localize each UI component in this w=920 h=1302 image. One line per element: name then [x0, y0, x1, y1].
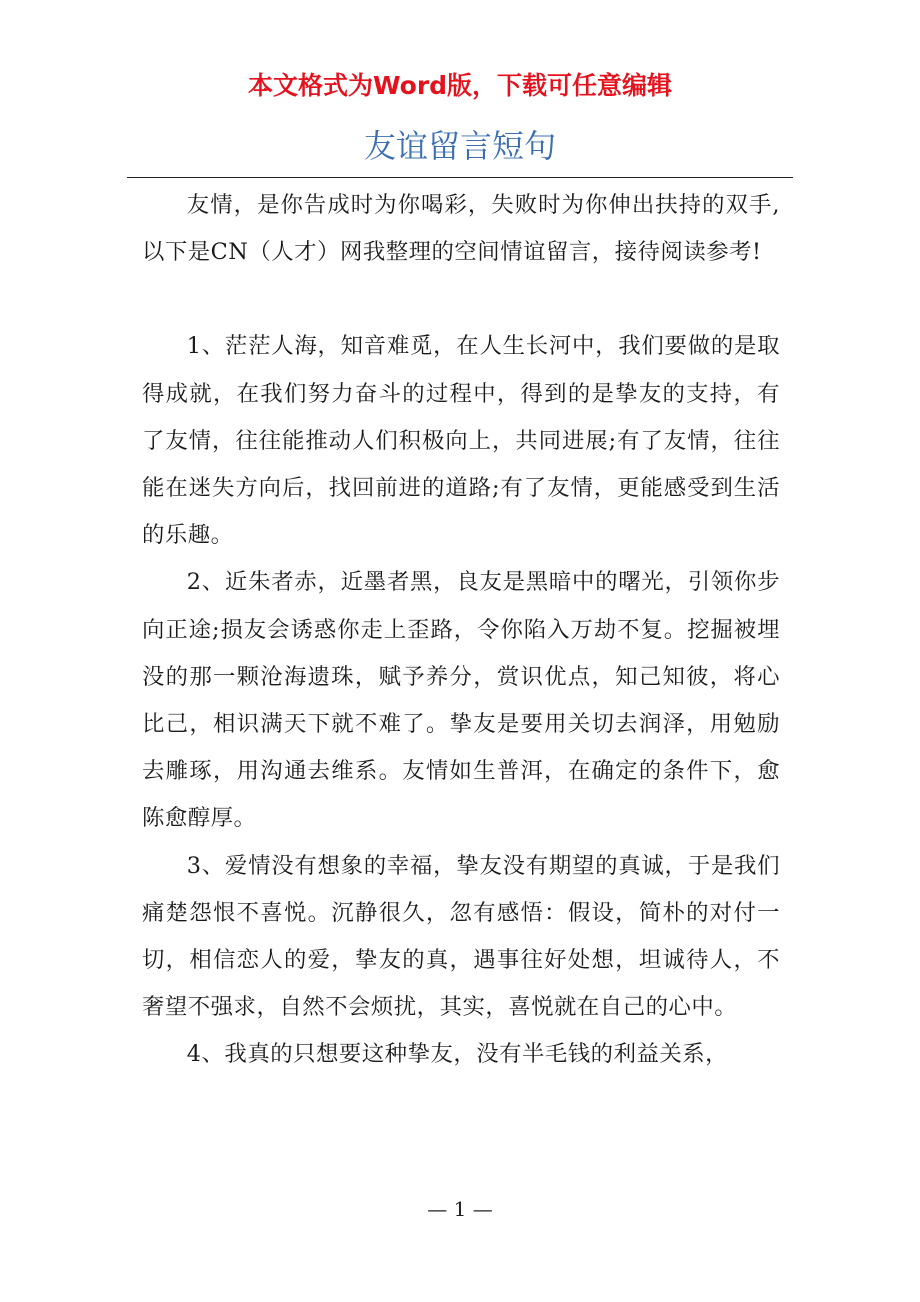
paragraph-3: 3、爱情没有想象的幸福，挚友没有期望的真诚，于是我们痛楚怨恨不喜悦。沉静很久，忽有感悟：假设，简朴的对付一切，相信恋人的爱，挚友的真，遇事往好处想，坦诚待人，不奢望不强求，自然不会烦扰，其实，喜悦就在自己的心中。 [142, 852, 780, 1021]
document-body [142, 182, 780, 1079]
page-number: — 1 — [427, 1197, 493, 1221]
page-title: 友谊留言短句 [363, 127, 556, 165]
paragraph-4: 4、我真的只想要这种挚友，没有半毛钱的利益关系， [186, 1041, 729, 1068]
paragraph-1: 1、茫茫人海，知音难觅，在人生长河中，我们要做的是取得成就，在我们努力奋斗的过程中，得到的是挚友的支持，有了友情，往往能推动人们积极向上，共同进展;有了友情，往往能在迷失方向后，找回前进的道路;有了友情，更能感受到生活的乐趣。 [142, 333, 780, 549]
paragraph-2: 2、近朱者赤，近墨者黑，良友是黑暗中的曙光，引领你步向正途;损友会诱惑你走上歪路，令你陷入万劫不复。挖掘被埋没的那一颗沧海遗珠，赋予养分，赏识优点，知己知彼，将心比己，相识满天下就不难了。挚友是要用关切去润泽，用勉励去雕琢，用沟通去维系。友情如生普洱，在确定的条件下，愈陈愈醇厚。 [142, 569, 780, 832]
header-divider [127, 177, 793, 178]
intro-paragraph: 友情，是你告成时为你喝彩，失败时为你伸出扶持的双手,以下是CN（人才）网我整理的空间情谊留言，接待阅读参考! [142, 192, 780, 266]
format-banner: 本文格式为Word版，下载可任意编辑 [247, 71, 673, 100]
paragraph-gap [142, 276, 780, 323]
